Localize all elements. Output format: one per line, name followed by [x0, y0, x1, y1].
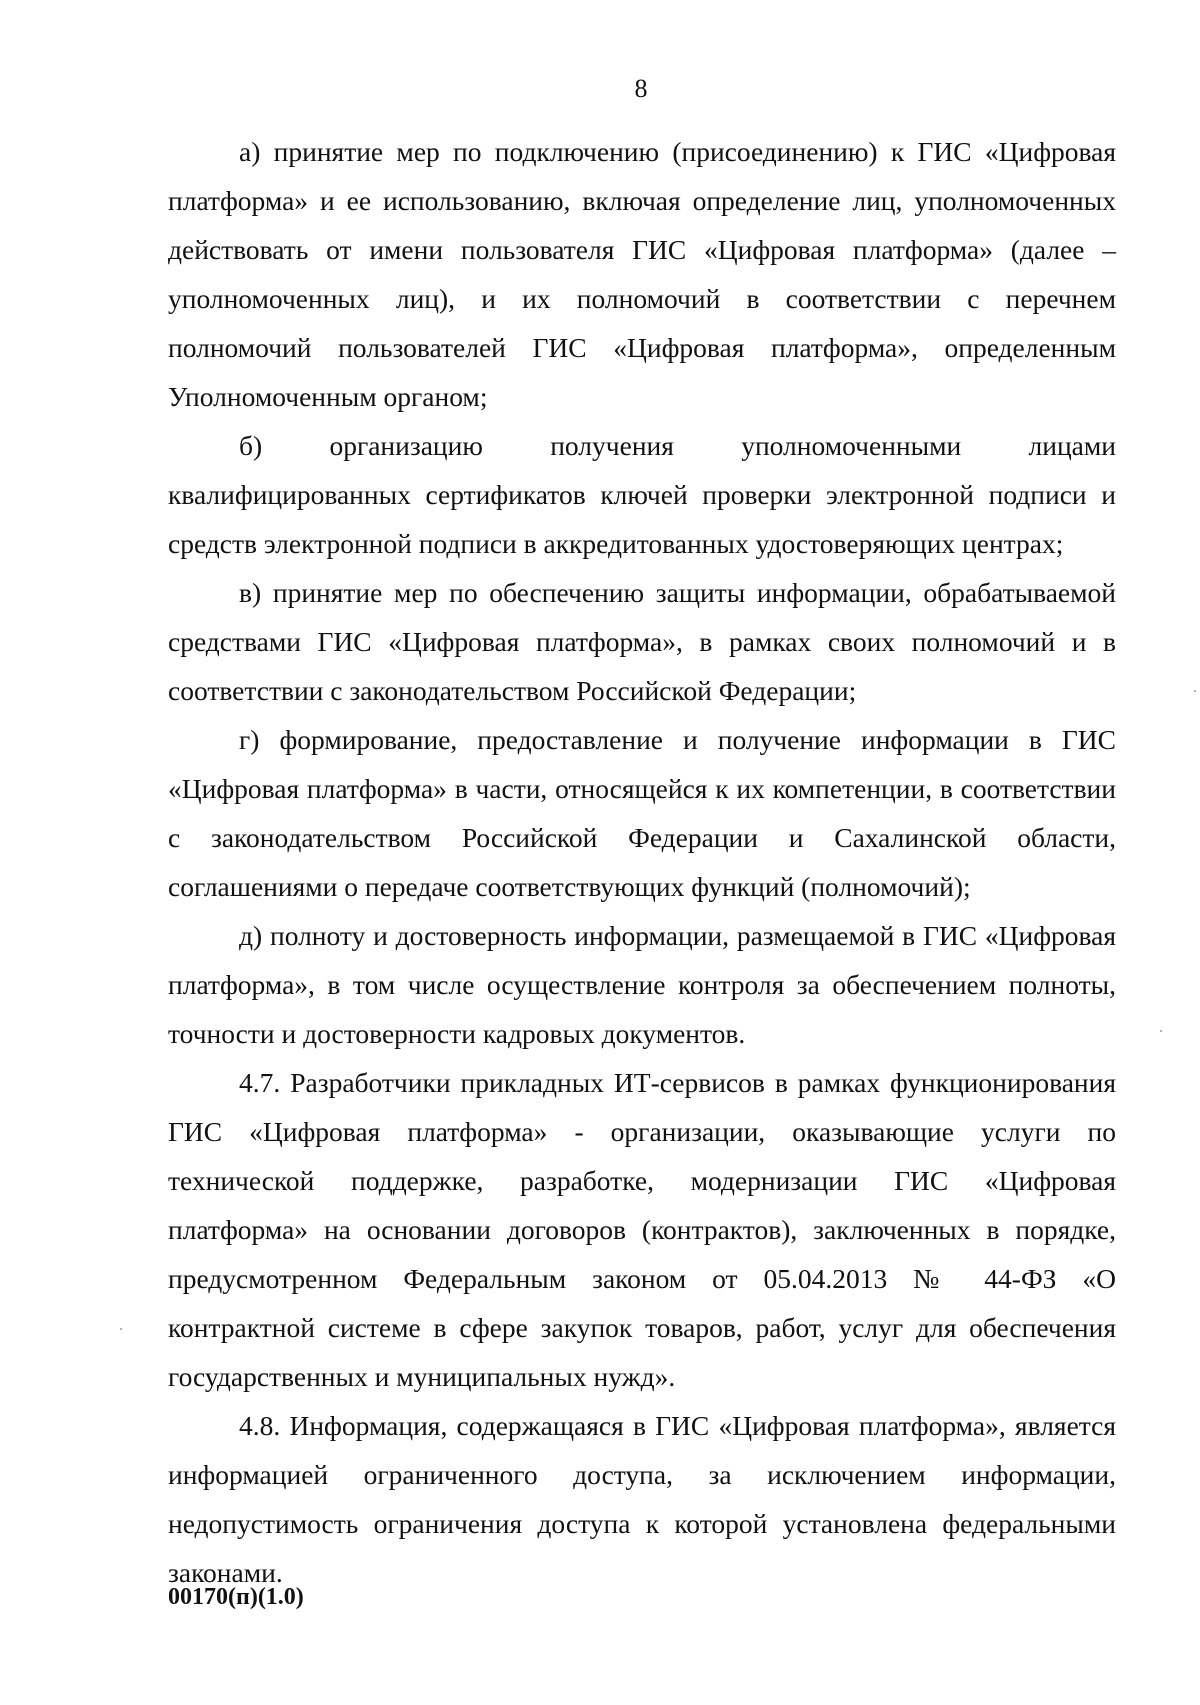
paragraph-line: б) организацию получения уполномоченными лицами: [239, 430, 1116, 461]
paragraph-line: г) формирование, предоставление и получение информации в ГИС: [239, 724, 1116, 755]
paragraph-g: [168, 715, 1116, 911]
paragraph-line: предусмотренном Федеральным законом от 05.04.2013 № 44-ФЗ «О: [168, 1263, 1116, 1294]
paragraph-line: 4.8. Информация, содержащаяся в ГИС «Цифровая платформа», является: [239, 1410, 1116, 1441]
paragraph-line: Уполномоченным органом;: [168, 381, 488, 412]
paragraph-line: 4.7. Разработчики прикладных ИТ-сервисов в рамках функционирования: [239, 1067, 1116, 1098]
scan-speck: [120, 1328, 122, 1330]
paragraph-line: платформа» и ее использованию, включая определение лиц, уполномоченных: [168, 185, 1116, 216]
paragraph-line: с законодательством Российской Федерации и Сахалинской области,: [168, 822, 1116, 853]
scan-speck: [1160, 1030, 1162, 1032]
paragraph-a: [168, 127, 1116, 421]
paragraph-line: платформа» на основании договоров (контрактов), заключенных в порядке,: [168, 1214, 1116, 1245]
paragraph-b: [168, 421, 1116, 568]
paragraph-4-7: [168, 1058, 1116, 1401]
paragraph-v: [168, 568, 1116, 715]
paragraph-line: средств электронной подписи в аккредитованных удостоверяющих центрах;: [168, 528, 1064, 559]
document-code: 00170(п)(1.0): [168, 1584, 304, 1610]
paragraph-line: «Цифровая платформа» в части, относящейся к их компетенции, в соответствии: [168, 773, 1116, 804]
paragraph-line: действовать от имени пользователя ГИС «Цифровая платформа» (далее –: [168, 234, 1116, 265]
paragraph-line: соответствии с законодательством Российской Федерации;: [168, 675, 857, 706]
paragraph-line: уполномоченных лиц), и их полномочий в соответствии с перечнем: [168, 283, 1116, 314]
paragraph-line: ГИС «Цифровая платформа» - организации, оказывающие услуги по: [168, 1116, 1116, 1147]
paragraph-line: платформа», в том числе осуществление контроля за обеспечением полноты,: [168, 969, 1116, 1000]
paragraph-line: а) принятие мер по подключению (присоединению) к ГИС «Цифровая: [239, 136, 1116, 167]
paragraph-line: д) полноту и достоверность информации, размещаемой в ГИС «Цифровая: [239, 920, 1116, 951]
paragraph-line: квалифицированных сертификатов ключей проверки электронной подписи и: [168, 479, 1116, 510]
paragraph-line: недопустимость ограничения доступа к которой установлена федеральными: [168, 1508, 1116, 1539]
paragraph-line: средствами ГИС «Цифровая платформа», в рамках своих полномочий и в: [168, 626, 1116, 657]
paragraph-d: [168, 911, 1116, 1058]
paragraph-line: государственных и муниципальных нужд».: [168, 1361, 676, 1392]
paragraph-line: полномочий пользователей ГИС «Цифровая платформа», определенным: [168, 332, 1116, 363]
paragraph-line: в) принятие мер по обеспечению защиты информации, обрабатываемой: [239, 577, 1116, 608]
paragraph-4-8: [168, 1401, 1116, 1597]
paragraph-line: соглашениями о передаче соответствующих функций (полномочий);: [168, 871, 971, 902]
paragraph-line: информацией ограниченного доступа, за исключением информации,: [168, 1459, 1116, 1490]
paragraph-line: технической поддержке, разработке, модернизации ГИС «Цифровая: [168, 1165, 1116, 1196]
paragraph-line: точности и достоверности кадровых документов.: [168, 1018, 746, 1049]
scan-speck: [1194, 690, 1196, 692]
page-number: 8: [634, 74, 648, 103]
paragraph-line: контрактной системе в сфере закупок товаров, работ, услуг для обеспечения: [168, 1312, 1116, 1343]
paragraph-line: законами.: [168, 1557, 283, 1588]
document-body: [168, 127, 1116, 1597]
